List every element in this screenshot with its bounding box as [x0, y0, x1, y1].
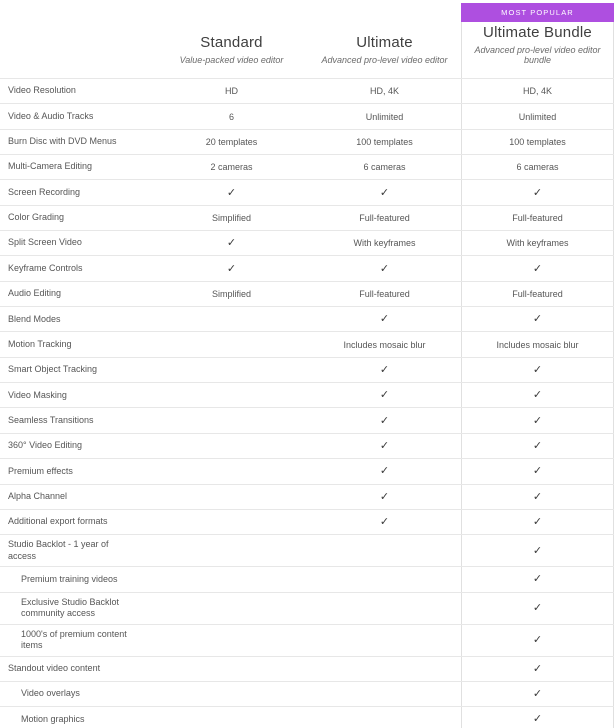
feature-value-ultimate [308, 79, 461, 103]
feature-value-ultimate [308, 332, 461, 356]
feature-value-ultimate [308, 231, 461, 255]
check-icon: ✓ [379, 490, 390, 503]
feature-label [0, 155, 155, 179]
feature-value-ultimate-bundle [461, 459, 614, 483]
feature-value-standard [155, 682, 308, 706]
plan-column-ultimate-bundle [461, 3, 614, 78]
feature-label-text: Keyframe Controls [8, 262, 83, 273]
feature-value-standard [155, 155, 308, 179]
feature-label [0, 535, 155, 566]
feature-label [0, 657, 155, 681]
feature-label [0, 358, 155, 382]
feature-label-text: Standout video content [8, 662, 101, 673]
table-row [0, 256, 614, 281]
feature-value-ultimate [308, 625, 461, 656]
feature-value-ultimate [308, 155, 461, 179]
feature-value-text: 100 templates [356, 136, 413, 147]
feature-value-ultimate [308, 510, 461, 534]
check-icon: ✓ [379, 516, 390, 529]
plan-title-ultimate: Ultimate [356, 34, 413, 51]
feature-value-text: HD, 4K [522, 86, 552, 97]
check-icon: ✓ [532, 573, 543, 586]
header-spacer [0, 0, 155, 78]
table-row [0, 180, 614, 205]
feature-value-standard [155, 434, 308, 458]
table-row [0, 408, 614, 433]
feature-value-standard [155, 256, 308, 280]
feature-value-text: Unlimited [518, 111, 557, 122]
table-row [0, 567, 614, 592]
check-icon: ✓ [379, 186, 390, 199]
plan-column-ultimate [308, 0, 461, 78]
feature-value-standard [155, 307, 308, 331]
table-row [0, 79, 614, 104]
feature-value-ultimate [308, 459, 461, 483]
table-row [0, 231, 614, 256]
plan-tagline-standard: Value-packed video editor [179, 55, 284, 65]
feature-value-standard [155, 408, 308, 432]
feature-label-text: Additional export formats [8, 516, 108, 527]
feature-value-standard [155, 593, 308, 624]
feature-label-text: Blend Modes [8, 313, 61, 324]
table-row [0, 485, 614, 510]
plan-column-standard [155, 0, 308, 78]
feature-value-text: 6 cameras [516, 162, 559, 173]
feature-label [0, 593, 155, 624]
feature-label-text: Premium effects [8, 465, 73, 476]
feature-value-standard [155, 358, 308, 382]
table-row [0, 307, 614, 332]
check-icon: ✓ [532, 662, 543, 675]
feature-value-ultimate [308, 307, 461, 331]
check-icon: ✓ [226, 262, 237, 275]
check-icon: ✓ [532, 465, 543, 478]
table-row [0, 130, 614, 155]
feature-label-text: Motion Tracking [8, 338, 72, 349]
feature-value-ultimate-bundle [461, 682, 614, 706]
plan-title-ultimate-bundle: Ultimate Bundle [483, 24, 592, 41]
feature-value-standard [155, 231, 308, 255]
feature-value-ultimate [308, 358, 461, 382]
table-row [0, 707, 614, 728]
table-row [0, 625, 614, 657]
feature-value-text: 2 cameras [210, 162, 253, 173]
feature-value-ultimate [308, 130, 461, 154]
check-icon: ✓ [379, 262, 390, 275]
feature-label [0, 332, 155, 356]
check-icon: ✓ [532, 389, 543, 402]
feature-value-ultimate [308, 567, 461, 591]
feature-value-text: 6 [228, 111, 234, 122]
check-icon: ✓ [379, 465, 390, 478]
feature-value-ultimate [308, 535, 461, 566]
feature-label [0, 510, 155, 534]
feature-value-ultimate [308, 593, 461, 624]
feature-label-text: Video & Audio Tracks [8, 110, 94, 121]
feature-value-ultimate [308, 104, 461, 128]
check-icon: ✓ [532, 713, 543, 726]
table-row [0, 206, 614, 231]
table-row [0, 434, 614, 459]
feature-value-ultimate-bundle [461, 231, 614, 255]
feature-value-ultimate [308, 434, 461, 458]
feature-label-text: 360° Video Editing [8, 440, 82, 451]
check-icon: ✓ [532, 634, 543, 647]
feature-value-text: With keyframes [353, 238, 416, 249]
feature-value-standard [155, 383, 308, 407]
check-icon: ✓ [532, 516, 543, 529]
check-icon: ✓ [379, 363, 390, 376]
feature-value-ultimate [308, 282, 461, 306]
feature-value-ultimate-bundle [461, 130, 614, 154]
feature-value-ultimate-bundle [461, 180, 614, 204]
feature-label [0, 104, 155, 128]
feature-value-ultimate-bundle [461, 593, 614, 624]
feature-value-text: HD [225, 86, 238, 97]
feature-value-ultimate-bundle [461, 625, 614, 656]
feature-value-text: Simplified [211, 288, 251, 299]
plan-title-standard: Standard [200, 34, 263, 51]
feature-value-ultimate-bundle [461, 434, 614, 458]
feature-value-ultimate [308, 657, 461, 681]
check-icon: ✓ [532, 186, 543, 199]
check-icon: ✓ [226, 237, 237, 250]
feature-value-standard [155, 657, 308, 681]
feature-value-standard [155, 535, 308, 566]
feature-label [0, 231, 155, 255]
check-icon: ✓ [379, 313, 390, 326]
feature-label-text: Screen Recording [8, 186, 81, 197]
feature-value-ultimate-bundle [461, 282, 614, 306]
feature-value-standard [155, 567, 308, 591]
feature-value-text: Full-featured [512, 212, 563, 223]
feature-value-ultimate [308, 485, 461, 509]
feature-value-text: 20 templates [205, 136, 258, 147]
feature-label-text: Seamless Transitions [8, 414, 94, 425]
feature-value-standard [155, 206, 308, 230]
feature-value-text: HD, 4K [369, 86, 399, 97]
feature-value-ultimate [308, 206, 461, 230]
check-icon: ✓ [532, 439, 543, 452]
feature-label-text: Audio Editing [8, 288, 62, 299]
feature-value-standard [155, 332, 308, 356]
feature-value-standard [155, 510, 308, 534]
feature-label [0, 408, 155, 432]
check-icon: ✓ [532, 490, 543, 503]
feature-value-ultimate-bundle [461, 383, 614, 407]
feature-label [0, 307, 155, 331]
feature-value-text: Full-featured [359, 288, 410, 299]
feature-label [0, 682, 155, 706]
check-icon: ✓ [379, 439, 390, 452]
feature-value-ultimate [308, 256, 461, 280]
feature-label [0, 707, 155, 728]
feature-label [0, 79, 155, 103]
check-icon: ✓ [379, 414, 390, 427]
feature-value-standard [155, 282, 308, 306]
feature-value-ultimate-bundle [461, 104, 614, 128]
feature-label [0, 459, 155, 483]
feature-value-text: With keyframes [506, 238, 569, 249]
feature-label [0, 567, 155, 591]
feature-value-ultimate-bundle [461, 567, 614, 591]
feature-value-text: Simplified [211, 212, 251, 223]
feature-label [0, 130, 155, 154]
check-icon: ✓ [379, 389, 390, 402]
feature-value-ultimate-bundle [461, 79, 614, 103]
feature-value-text: Includes mosaic blur [496, 339, 579, 350]
table-row [0, 332, 614, 357]
feature-label-text: Video Masking [8, 389, 67, 400]
feature-value-standard [155, 104, 308, 128]
feature-label-text: Smart Object Tracking [8, 364, 98, 375]
feature-label-text: 1000's of premium content items [21, 628, 127, 651]
feature-value-standard [155, 180, 308, 204]
feature-value-ultimate-bundle [461, 485, 614, 509]
feature-value-ultimate-bundle [461, 408, 614, 432]
feature-value-ultimate-bundle [461, 307, 614, 331]
feature-value-ultimate-bundle [461, 657, 614, 681]
feature-value-text: Unlimited [365, 111, 404, 122]
table-row [0, 358, 614, 383]
table-row [0, 104, 614, 129]
feature-label-text: Color Grading [8, 212, 65, 223]
feature-value-ultimate-bundle [461, 707, 614, 728]
feature-value-ultimate [308, 383, 461, 407]
table-row [0, 155, 614, 180]
feature-value-text: Full-featured [359, 212, 410, 223]
feature-value-ultimate [308, 180, 461, 204]
check-icon: ✓ [532, 414, 543, 427]
feature-label-text: Split Screen Video [8, 237, 82, 248]
feature-value-ultimate-bundle [461, 332, 614, 356]
feature-label-text: Studio Backlot - 1 year of access [8, 539, 109, 561]
feature-value-text: Full-featured [512, 288, 563, 299]
feature-value-text: Includes mosaic blur [343, 339, 426, 350]
feature-value-ultimate-bundle [461, 358, 614, 382]
plan-header-row [0, 0, 614, 78]
check-icon: ✓ [532, 363, 543, 376]
feature-label [0, 625, 155, 656]
feature-label-text: Video overlays [21, 688, 80, 699]
feature-value-text: 100 templates [509, 136, 566, 147]
feature-label-text: Motion graphics [21, 713, 85, 724]
feature-value-ultimate-bundle [461, 535, 614, 566]
table-row [0, 682, 614, 707]
feature-label [0, 206, 155, 230]
plan-tagline-ultimate-bundle: Advanced pro-level video editor bundle [474, 45, 601, 65]
feature-value-ultimate-bundle [461, 256, 614, 280]
check-icon: ✓ [532, 313, 543, 326]
check-icon: ✓ [532, 688, 543, 701]
feature-label-text: Alpha Channel [8, 490, 68, 501]
table-row [0, 535, 614, 567]
most-popular-badge: MOST POPULAR [461, 3, 614, 22]
feature-value-ultimate-bundle [461, 510, 614, 534]
feature-value-ultimate-bundle [461, 155, 614, 179]
plan-tagline-ultimate: Advanced pro-level video editor [321, 55, 448, 65]
feature-value-ultimate [308, 408, 461, 432]
table-row [0, 459, 614, 484]
check-icon: ✓ [226, 186, 237, 199]
feature-value-ultimate [308, 682, 461, 706]
feature-comparison-table [0, 78, 614, 728]
feature-label [0, 282, 155, 306]
check-icon: ✓ [532, 602, 543, 615]
feature-value-ultimate [308, 707, 461, 728]
feature-value-standard [155, 485, 308, 509]
feature-label [0, 256, 155, 280]
feature-value-standard [155, 707, 308, 728]
feature-value-standard [155, 625, 308, 656]
table-row [0, 510, 614, 535]
feature-label-text: Multi-Camera Editing [8, 161, 93, 172]
feature-label [0, 180, 155, 204]
check-icon: ✓ [532, 544, 543, 557]
feature-value-standard [155, 459, 308, 483]
table-row [0, 282, 614, 307]
feature-label-text: Premium training videos [21, 573, 118, 584]
feature-label-text: Exclusive Studio Backlot community access [21, 596, 120, 619]
feature-value-standard [155, 130, 308, 154]
feature-label [0, 383, 155, 407]
feature-value-text: 6 cameras [363, 162, 406, 173]
feature-value-ultimate-bundle [461, 206, 614, 230]
check-icon: ✓ [532, 262, 543, 275]
feature-value-standard [155, 79, 308, 103]
feature-label [0, 434, 155, 458]
feature-label-text: Video Resolution [8, 85, 76, 96]
table-row [0, 383, 614, 408]
table-row [0, 593, 614, 625]
feature-label-text: Burn Disc with DVD Menus [8, 136, 117, 147]
table-row [0, 657, 614, 682]
feature-label [0, 485, 155, 509]
